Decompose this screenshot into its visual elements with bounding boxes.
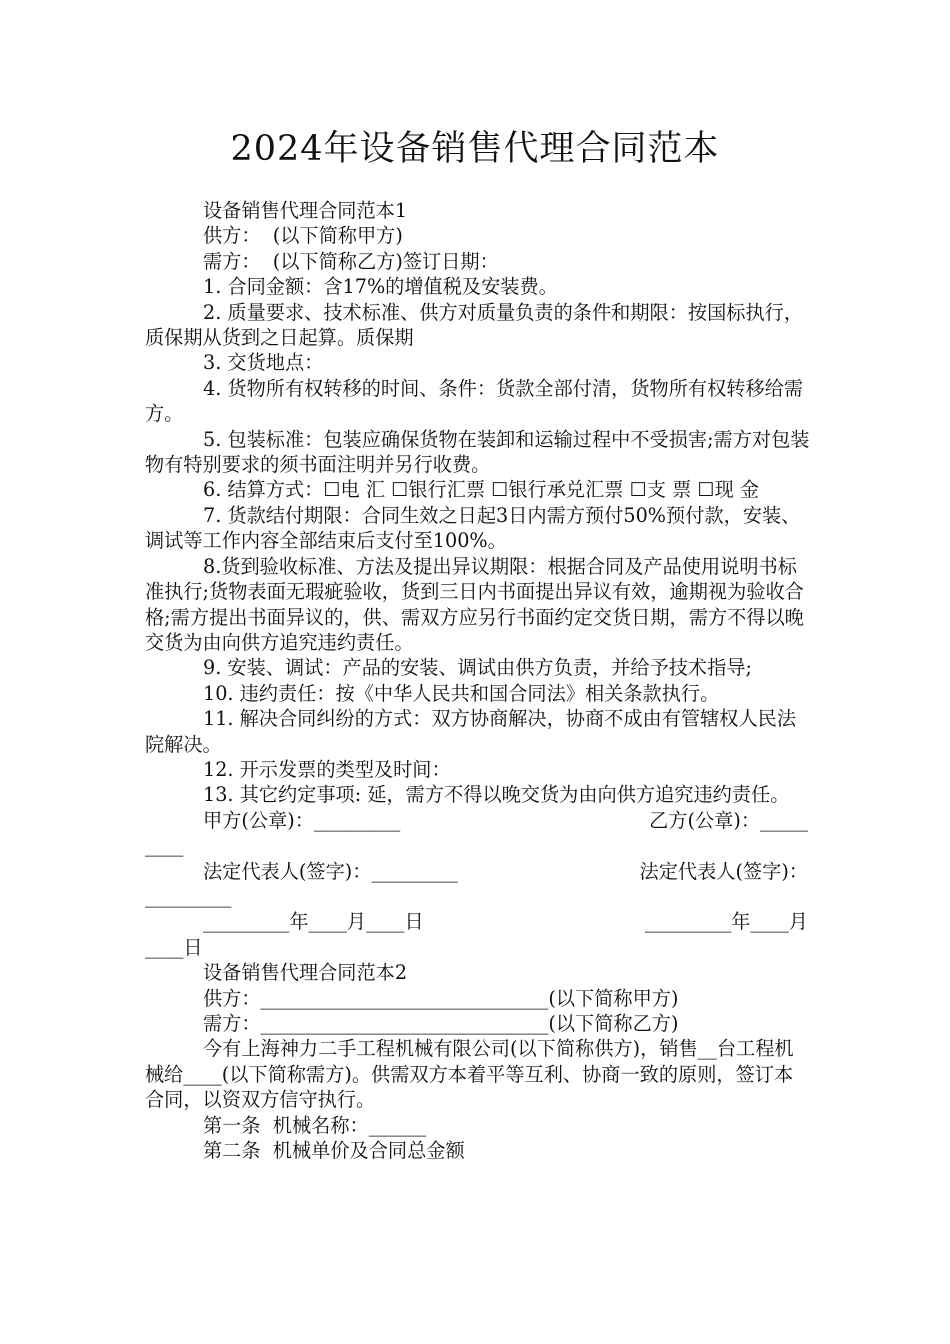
clause-6: 6. 结算方式：☐电 汇 ☐银行汇票 ☐银行承兑汇票 ☐支 票 ☐现 金: [203, 478, 760, 502]
seal-row: [145, 808, 810, 833]
clause-1: 1. 合同金额：含17%的增值税及安装费。: [203, 275, 558, 299]
clause-13: 13. 其它约定事项: 延，需方不得以晚交货为由向供方追究违约责任。: [203, 783, 790, 807]
contract1-buyer: 需方： (以下简称乙方)签订日期：: [203, 249, 499, 273]
party-b-seal: 乙方(公章)：_____: [649, 808, 808, 832]
clause-9: 9. 安装、调试：产品的安装、调试由供方负责，并给予技术指导;: [203, 656, 752, 680]
representative-row: [145, 859, 810, 884]
clause-3: 3. 交货地点：: [203, 351, 324, 375]
party-b-seal-continued: ____: [145, 834, 184, 858]
contract2-heading: 设备销售代理合同范本2: [203, 961, 408, 985]
party-b-representative-continued: _________: [145, 884, 232, 908]
party-a-seal: 甲方(公章)：_________: [203, 808, 401, 832]
contract1-supplier: 供方： (以下简称甲方): [203, 224, 403, 248]
contract2-buyer: 需方：______________________________(以下简称乙方): [203, 1012, 679, 1035]
clause-7: 7. 货款结付期限：合同生效之日起3日内需方预付50%预付款，安装、调试等工作内容全部结束后支付至100%。: [145, 503, 801, 553]
party-b-date: _________年____月: [644, 910, 808, 934]
party-b-representative: 法定代表人(签字)：: [639, 859, 808, 883]
article-2: 第二条 机械单价及合同总金额: [203, 1139, 465, 1163]
document-body: [145, 198, 810, 1163]
clause-11: 11. 解决合同纠纷的方式：双方协商解决，协商不成由有管辖权人民法院解决。: [145, 707, 797, 756]
date-row: [145, 909, 810, 934]
clause-2: 2. 质量要求、技术标准、供方对质量负责的条件和期限：按国标执行，质保期从货到之日起算。质保期: [145, 300, 804, 350]
clause-5: 5. 包装标准：包装应确保货物在装卸和运输过程中不受损害;需方对包装物有特别要求的须书面注明并另行收费。: [145, 427, 810, 477]
party-a-date: _________年____月____日: [203, 910, 424, 934]
contract1-heading: 设备销售代理合同范本1: [203, 199, 408, 222]
contract2-intro: 今有上海神力二手工程机械有限公司(以下简称供方)，销售__台工程机械给____(以下简称需方)。供需双方本着平等互利、协商一致的原则，签订本合同，以资双方信守执行。: [145, 1037, 794, 1112]
party-a-representative: 法定代表人(签字)：_________: [203, 859, 458, 883]
article-1: 第一条 机械名称：______: [203, 1113, 427, 1137]
document-title: 2024年设备销售代理合同范本: [230, 129, 720, 169]
contract2-supplier: 供方：______________________________(以下简称甲方): [203, 986, 679, 1010]
clause-4: 4. 货物所有权转移的时间、条件：货款全部付清，货物所有权转移给需方。: [145, 376, 804, 426]
clause-10: 10. 违约责任：按《中华人民共和国合同法》相关条款执行。: [203, 681, 720, 705]
party-b-date-continued: ____日: [145, 935, 203, 959]
clause-8: 8.货到验收标准、方法及提出异议期限：根据合同及产品使用说明书标准执行;货物表面无瑕疵验收，货到三日内书面提出异议有效，逾期视为验收合格;需方提出书面异议的，供、需双方应另行书面约定交货日期，需方不得以晚交货为由向供方追究违约责任。: [145, 554, 804, 654]
clause-12: 12. 开示发票的类型及时间：: [203, 757, 451, 781]
